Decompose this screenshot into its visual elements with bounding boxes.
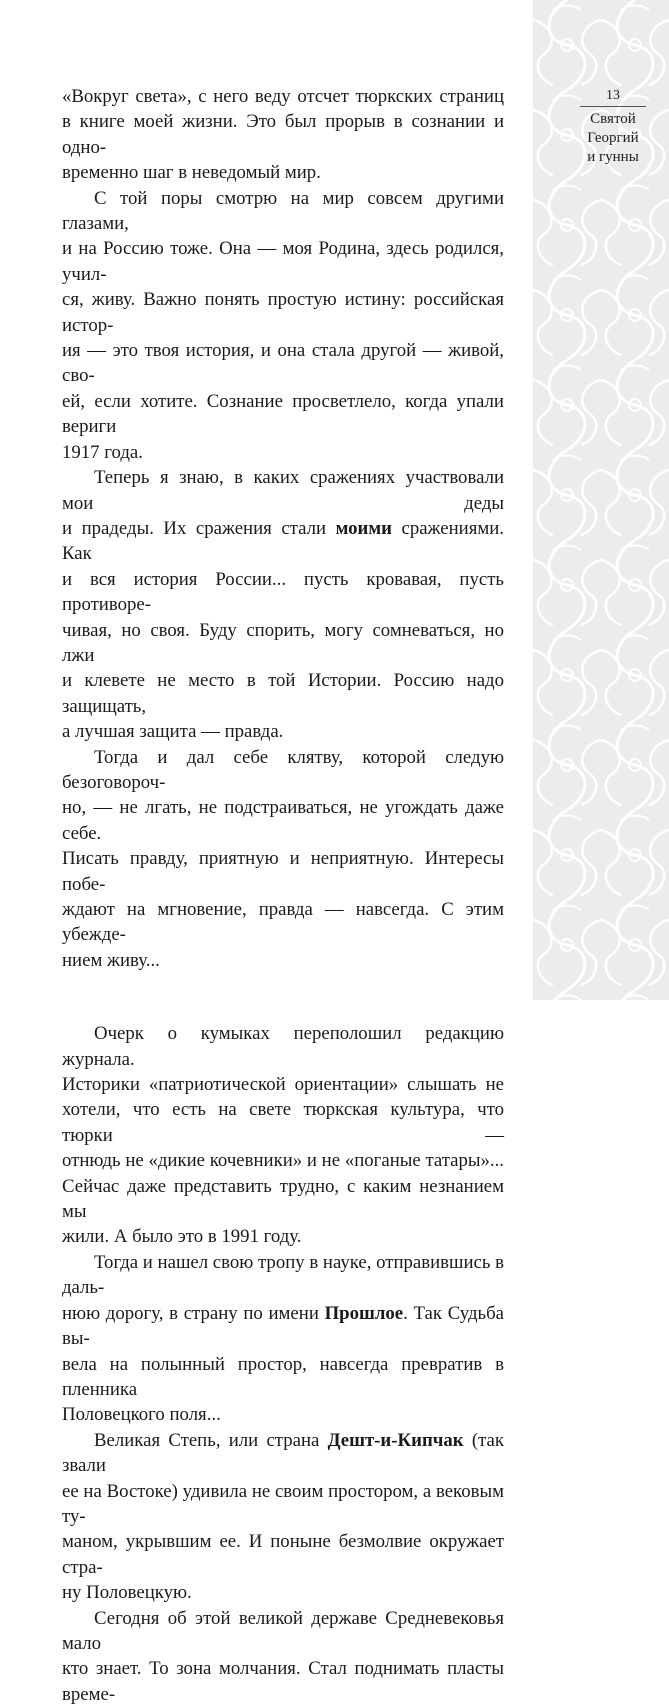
bold-word: Прошлое bbox=[324, 1302, 404, 1324]
text-line: маном, укрывшим ее. И поныне безмолвие окружает стра- bbox=[62, 1531, 504, 1578]
text-run: (так звали bbox=[62, 1429, 504, 1477]
text-line: и клевете не место в той Истории. Россию надо защищать, bbox=[62, 670, 504, 717]
text-line: а лучшая защита — правда. bbox=[62, 721, 284, 743]
text-line: 1917 года. bbox=[62, 441, 143, 463]
paragraph-5 bbox=[62, 1021, 504, 1250]
text-line: Сейчас даже представить трудно, с каким незнанием мы bbox=[62, 1175, 504, 1223]
text-line: ее на Востоке) удивила не своим простором, а вековым ту- bbox=[62, 1480, 504, 1527]
running-head bbox=[568, 110, 658, 167]
text-line: ей, если хотите. Сознание просветлело, когда упали вериги bbox=[62, 390, 504, 438]
text-line: ия — это твоя история, и она стала другой — живой, сво- bbox=[62, 340, 504, 387]
bold-word: Дешт-и-Кипчак bbox=[327, 1429, 464, 1451]
text-line: и на Россию тоже. Она — моя Родина, здесь родился, учил- bbox=[62, 238, 504, 285]
running-head-line: Святой bbox=[590, 111, 636, 127]
text-line: ся, живу. Важно понять простую истину: российская истор- bbox=[62, 289, 504, 336]
text-line: Половецкого поля... bbox=[62, 1404, 221, 1426]
text-line: хотели, что есть на свете тюркская культура, что тюрки — bbox=[62, 1099, 504, 1146]
running-head-line: Георгий bbox=[587, 130, 639, 146]
text-line: Историки «патриотической ориентации» слышать не bbox=[62, 1074, 504, 1096]
running-head-line: и гунны bbox=[587, 149, 639, 165]
page-number: 13 bbox=[606, 88, 620, 103]
text-run: . Так Судьба вы- bbox=[62, 1302, 504, 1350]
text-line: кто знает. То зона молчания. Стал поднимать пласты време- bbox=[62, 1658, 504, 1705]
text-line: чивая, но своя. Буду спорить, могу сомневаться, но лжи bbox=[62, 619, 504, 666]
paragraph-1 bbox=[62, 84, 504, 186]
paragraph-6 bbox=[62, 1250, 504, 1428]
page-number-rule bbox=[580, 106, 646, 107]
text-line: Теперь я знаю, в каких сражениях участвовали мои деды bbox=[62, 467, 504, 514]
paragraph-2 bbox=[62, 186, 504, 465]
text-run: Великая Степь, или страна bbox=[94, 1429, 328, 1451]
text-line: ждают на мгновение, правда — навсегда. С этим убежде- bbox=[62, 899, 504, 946]
text-line: но, — не лгать, не подстраиваться, не угождать даже себе. bbox=[62, 797, 504, 844]
paragraph-7 bbox=[62, 1428, 504, 1606]
text-line: Очерк о кумыках переполошил редакцию журнала. bbox=[62, 1023, 504, 1070]
text-line: ну Половецкую. bbox=[62, 1582, 192, 1604]
text-line: в книге моей жизни. Это был прорыв в сознании и одно- bbox=[62, 111, 504, 158]
text-line: и вся история России... пусть кровавая, пусть противоре- bbox=[62, 568, 504, 616]
text-line: С той поры смотрю на мир совсем другими глазами, bbox=[62, 187, 504, 235]
body-text bbox=[62, 84, 504, 1707]
text-run: сражениями. Как bbox=[62, 517, 504, 565]
text-line: Писать правду, приятную и неприятную. Интересы побе- bbox=[62, 848, 504, 895]
text-line: жили. А было это в 1991 году. bbox=[62, 1226, 302, 1248]
text-line: нием живу... bbox=[62, 949, 160, 971]
text-line: временно шаг в неведомый мир. bbox=[62, 162, 321, 184]
paragraph-4 bbox=[62, 745, 504, 974]
text-line bbox=[62, 516, 504, 567]
text-line: Сегодня об этой великой державе Средневековья мало bbox=[62, 1607, 504, 1654]
paragraph-3 bbox=[62, 465, 504, 744]
section-gap bbox=[62, 973, 504, 1021]
text-line bbox=[62, 1428, 504, 1479]
text-run: и прадеды. Их сражения стали bbox=[62, 517, 336, 539]
text-line: Тогда и нашел свою тропу в науке, отправившись в даль- bbox=[62, 1251, 505, 1299]
text-line: «Вокруг света», с него веду отсчет тюркских страниц bbox=[62, 86, 504, 107]
text-line: отнюдь не «дикие кочевники» и не «поганые татары»... bbox=[62, 1150, 504, 1172]
text-line: Тогда и дал себе клятву, которой следую безоговороч- bbox=[62, 746, 504, 793]
paragraph-8 bbox=[62, 1606, 504, 1707]
text-line: вела на полынный простор, навсегда превратив в пленника bbox=[62, 1353, 504, 1400]
text-run: нюю дорогу, в страну по имени bbox=[62, 1302, 325, 1324]
bold-word: моими bbox=[335, 517, 392, 539]
text-line bbox=[62, 1301, 504, 1352]
